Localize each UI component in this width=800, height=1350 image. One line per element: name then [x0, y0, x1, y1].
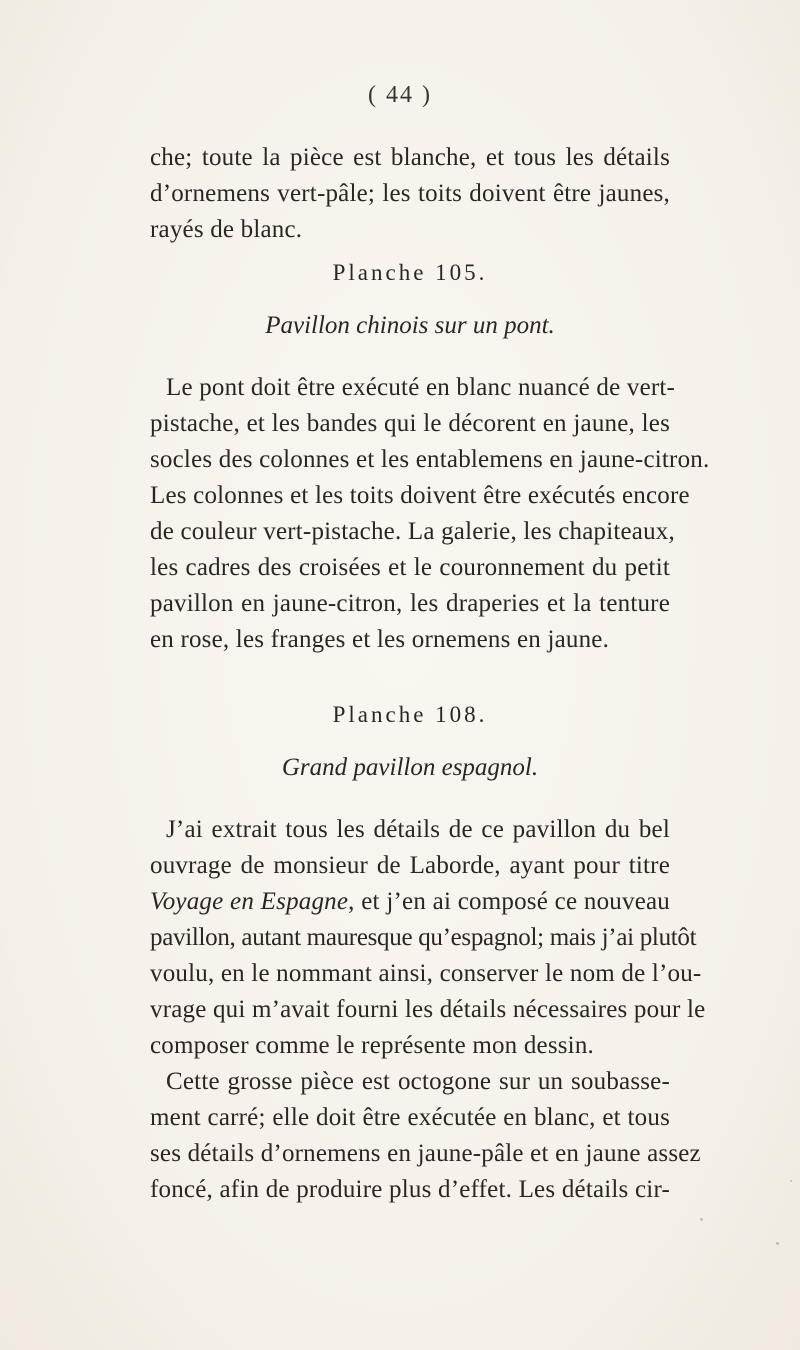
section2-paragraph-2 — [150, 1064, 701, 1208]
text-line: pistache, et les bandes qui le décorent en jaune, les — [150, 410, 670, 437]
text-line: rayés de blanc. — [150, 216, 303, 243]
text-fragment: , et j’en ai composé ce nouveau — [348, 888, 670, 915]
paper-speck — [776, 1242, 779, 1245]
text-line: vrage qui m’avait fourni les détails nécessaires pour le — [150, 996, 706, 1023]
text-line: d’ornemens vert-pâle; les toits doivent être jaunes, — [150, 180, 670, 207]
text-line: Les colonnes et les toits doivent être exécutés encore — [150, 482, 690, 509]
text-line: socles des colonnes et les entablemens en jaune-citron. — [150, 446, 710, 473]
text-line: les cadres des croisées et le couronnement du petit — [150, 554, 670, 581]
text-line: pavillon, autant mauresque qu’espagnol; mais j’ai plutôt — [150, 924, 697, 951]
paper-speck — [700, 1218, 703, 1221]
text-line: pavillon en jaune-citron, les draperies et la tenture — [150, 590, 670, 617]
text-line-with-book-title — [150, 884, 670, 920]
text-line: ouvrage de monsieur de Laborde, ayant pour titre — [150, 852, 670, 879]
section-title-grand-pavillon: Grand pavillon espagnol. — [281, 754, 539, 781]
paper-speck — [790, 1180, 792, 1182]
text-line: foncé, afin de produire plus d’effet. Les détails cir- — [150, 1176, 670, 1203]
intro-paragraph — [150, 140, 670, 248]
text-line: en rose, les franges et les ornemens en jaune. — [150, 626, 610, 653]
section-heading-planche-105: Planche 105. — [332, 260, 488, 285]
text-line: che; toute la pièce est blanche, et tous les détails — [150, 144, 670, 171]
section-title-pavillon-chinois: Pavillon chinois sur un pont. — [265, 312, 555, 339]
text-line: Le pont doit être exécuté en blanc nuancé de vert- — [166, 374, 676, 401]
text-line: ses détails d’ornemens en jaune-pâle et en jaune assez — [150, 1140, 701, 1167]
section2-paragraph-1 — [150, 812, 706, 1064]
text-line: ment carré; elle doit être exécutée en blanc, et tous — [150, 1104, 670, 1131]
page-number: ( 44 ) — [368, 82, 432, 108]
text-line: Cette grosse pièce est octogone sur un soubasse- — [166, 1068, 670, 1095]
text-line: J’ai extrait tous les détails de ce pavillon du bel — [166, 816, 670, 843]
text-line: voulu, en le nommant ainsi, conserver le nom de l’ou- — [150, 960, 702, 987]
text-line: de couleur vert-pistache. La galerie, les chapiteaux, — [150, 518, 675, 545]
section1-paragraph — [150, 370, 710, 658]
section-heading-planche-108: Planche 108. — [332, 702, 488, 727]
text-line: composer comme le représente mon dessin. — [150, 1032, 594, 1059]
book-title: Voyage en Espagne — [150, 888, 349, 915]
